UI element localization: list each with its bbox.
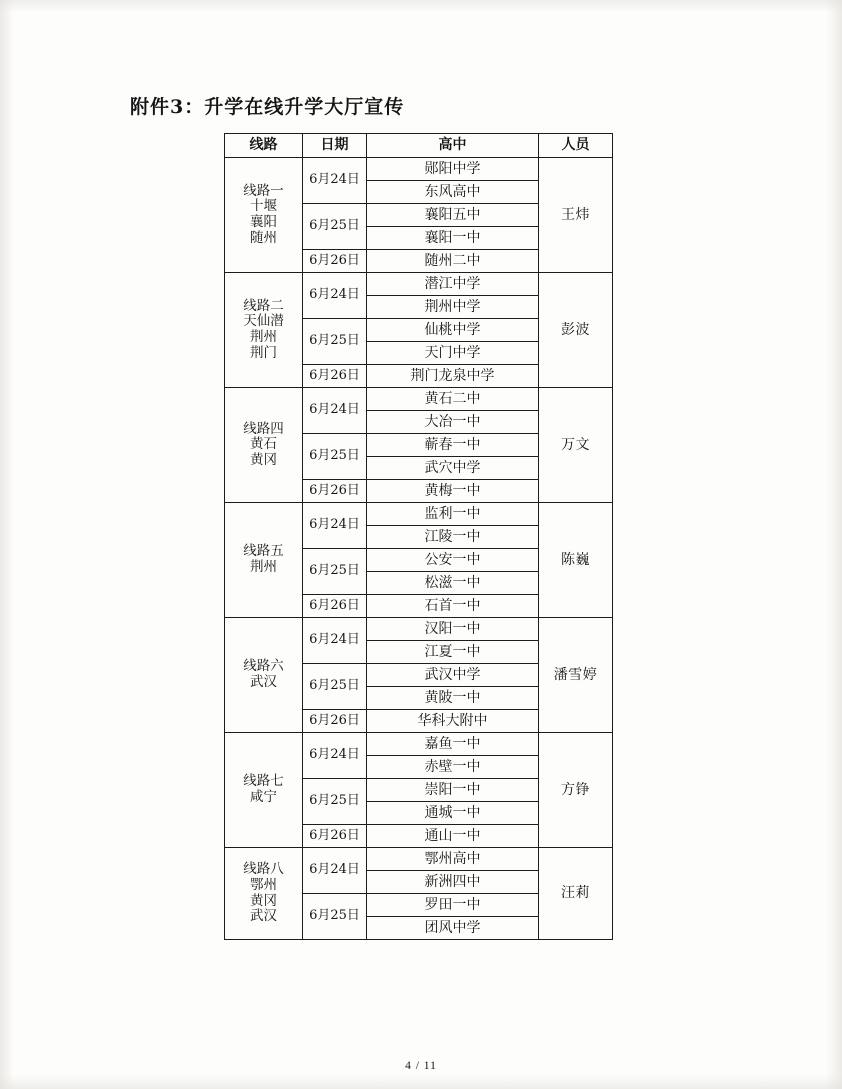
route-line: 线路一 <box>243 182 284 199</box>
route-line: 线路二 <box>243 297 284 314</box>
route-line: 荆门 <box>250 344 277 361</box>
route-cell <box>225 733 303 848</box>
school-cell: 华科大附中 <box>367 710 539 733</box>
date-cell: 6月24日 <box>303 273 367 319</box>
school-cell: 通城一中 <box>367 802 539 825</box>
school-cell: 石首一中 <box>367 595 539 618</box>
route-cell <box>225 848 303 940</box>
route-cell <box>225 273 303 388</box>
school-cell: 黄梅一中 <box>367 480 539 503</box>
schedule-table <box>224 133 613 940</box>
date-cell: 6月25日 <box>303 894 367 940</box>
school-cell: 团风中学 <box>367 917 539 940</box>
date-cell: 6月26日 <box>303 480 367 503</box>
route-cell <box>225 618 303 733</box>
person-cell: 汪莉 <box>539 848 613 940</box>
school-cell: 襄阳五中 <box>367 204 539 227</box>
route-line: 襄阳 <box>250 214 277 230</box>
scan-edge-right <box>826 0 842 1089</box>
table-row <box>225 503 613 526</box>
scan-edge-bottom <box>0 1075 842 1089</box>
school-cell: 江夏一中 <box>367 641 539 664</box>
route-line: 十堰 <box>250 198 277 215</box>
school-cell: 仙桃中学 <box>367 319 539 342</box>
route-line: 荆州 <box>250 559 277 575</box>
school-cell: 赤壁一中 <box>367 756 539 779</box>
date-cell: 6月25日 <box>303 779 367 825</box>
date-cell: 6月25日 <box>303 204 367 250</box>
route-line: 线路四 <box>243 420 284 437</box>
school-cell: 嘉鱼一中 <box>367 733 539 756</box>
route-line: 线路六 <box>243 658 284 675</box>
page-title: 附件3：升学在线升学大厅宣传 <box>130 96 405 118</box>
scan-edge-left <box>0 0 14 1089</box>
date-cell: 6月26日 <box>303 710 367 733</box>
route-line: 线路七 <box>243 773 284 790</box>
school-cell: 江陵一中 <box>367 526 539 549</box>
table-body <box>225 158 613 940</box>
route-cell <box>225 503 303 618</box>
route-line: 荆州 <box>250 329 277 345</box>
school-cell: 天门中学 <box>367 342 539 365</box>
date-cell: 6月24日 <box>303 848 367 894</box>
school-cell: 荆门龙泉中学 <box>367 365 539 388</box>
date-cell: 6月24日 <box>303 733 367 779</box>
date-cell: 6月26日 <box>303 250 367 273</box>
school-cell: 监利一中 <box>367 503 539 526</box>
school-cell: 随州二中 <box>367 250 539 273</box>
date-cell: 6月25日 <box>303 434 367 480</box>
page-number: 4 / 11 <box>405 1060 437 1072</box>
school-cell: 黄陂一中 <box>367 687 539 710</box>
date-cell: 6月24日 <box>303 388 367 434</box>
person-cell: 万文 <box>539 388 613 503</box>
person-cell: 王炜 <box>539 158 613 273</box>
route-line: 咸宁 <box>250 789 277 805</box>
route-line: 随州 <box>250 229 277 246</box>
school-cell: 松滋一中 <box>367 572 539 595</box>
school-cell: 公安一中 <box>367 549 539 572</box>
date-cell: 6月26日 <box>303 825 367 848</box>
route-line: 线路五 <box>243 543 284 560</box>
route-line: 黄冈 <box>250 892 277 909</box>
school-cell: 崇阳一中 <box>367 779 539 802</box>
school-cell: 潜江中学 <box>367 273 539 296</box>
school-cell: 罗田一中 <box>367 894 539 917</box>
school-cell: 大冶一中 <box>367 411 539 434</box>
table-row <box>225 618 613 641</box>
table-header <box>225 134 613 158</box>
route-line: 线路八 <box>243 861 284 878</box>
column-header-route: 线路 <box>225 134 303 158</box>
person-cell: 方铮 <box>539 733 613 848</box>
table-header-row <box>225 134 613 158</box>
school-cell: 武穴中学 <box>367 457 539 480</box>
table-row <box>225 733 613 756</box>
route-line: 武汉 <box>250 908 277 925</box>
school-cell: 郧阳中学 <box>367 158 539 181</box>
date-cell: 6月25日 <box>303 664 367 710</box>
date-cell: 6月25日 <box>303 319 367 365</box>
person-cell: 彭波 <box>539 273 613 388</box>
date-cell: 6月24日 <box>303 158 367 204</box>
school-cell: 新洲四中 <box>367 871 539 894</box>
person-cell: 陈巍 <box>539 503 613 618</box>
school-cell: 通山一中 <box>367 825 539 848</box>
route-line: 黄石 <box>250 436 277 453</box>
route-line: 武汉 <box>250 674 277 690</box>
date-cell: 6月24日 <box>303 503 367 549</box>
route-line: 天仙潜 <box>243 313 284 330</box>
table-row <box>225 158 613 181</box>
school-cell: 鄂州高中 <box>367 848 539 871</box>
school-cell: 荆州中学 <box>367 296 539 319</box>
school-cell: 襄阳一中 <box>367 227 539 250</box>
table-row <box>225 848 613 871</box>
table-row <box>225 273 613 296</box>
school-cell: 武汉中学 <box>367 664 539 687</box>
school-cell: 黄石二中 <box>367 388 539 411</box>
column-header-school: 高中 <box>367 134 539 158</box>
column-header-date: 日期 <box>303 134 367 158</box>
school-cell: 东风高中 <box>367 181 539 204</box>
school-cell: 汉阳一中 <box>367 618 539 641</box>
person-cell: 潘雪婷 <box>539 618 613 733</box>
date-cell: 6月25日 <box>303 549 367 595</box>
table-row <box>225 388 613 411</box>
route-cell <box>225 158 303 273</box>
date-cell: 6月26日 <box>303 595 367 618</box>
school-cell: 蕲春一中 <box>367 434 539 457</box>
column-header-person: 人员 <box>539 134 613 158</box>
date-cell: 6月26日 <box>303 365 367 388</box>
scan-edge-top <box>0 0 842 12</box>
date-cell: 6月24日 <box>303 618 367 664</box>
route-line: 鄂州 <box>250 876 277 893</box>
route-line: 黄冈 <box>250 451 277 468</box>
route-cell <box>225 388 303 503</box>
